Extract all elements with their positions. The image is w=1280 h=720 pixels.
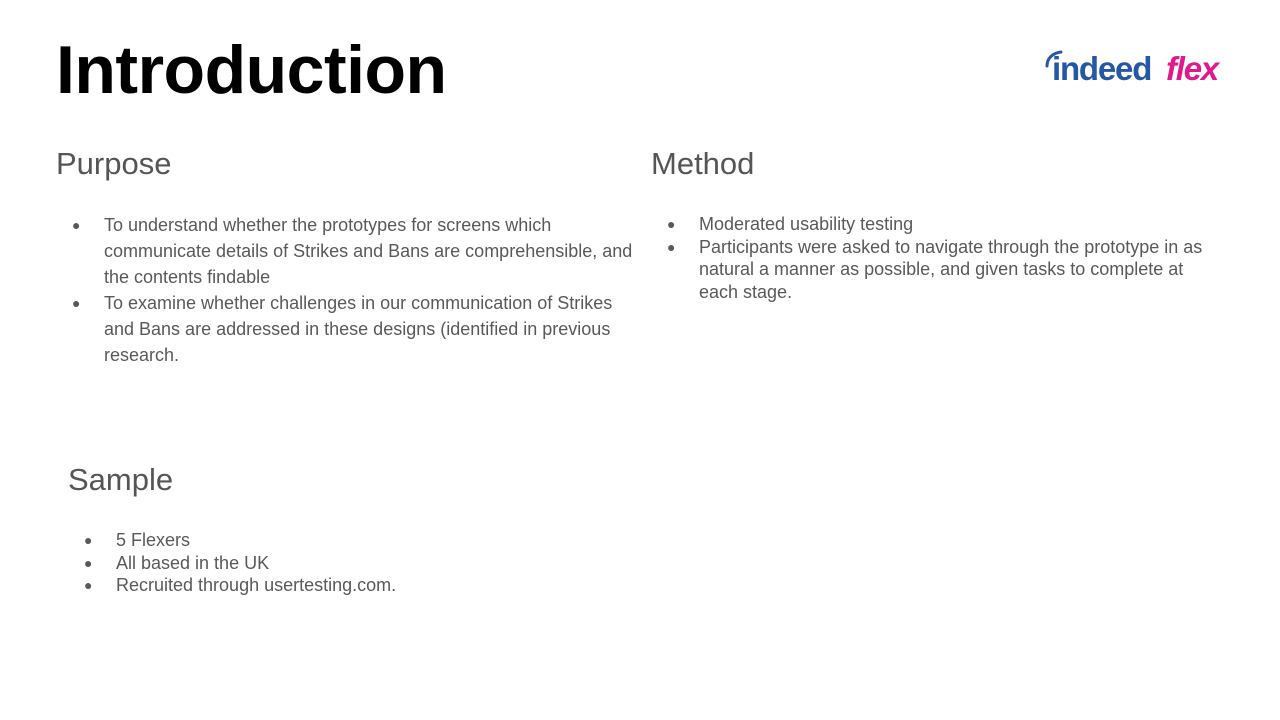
list-item bbox=[651, 236, 1221, 304]
sample-item-text: Recruited through usertesting.com. bbox=[116, 575, 397, 595]
bullet-dot-icon: ● bbox=[84, 532, 93, 548]
sample-item-text: All based in the UK bbox=[116, 552, 270, 573]
bullet-dot-icon: ● bbox=[667, 238, 676, 255]
logo-text-flex: flex bbox=[1166, 50, 1219, 87]
list-item bbox=[68, 574, 628, 597]
list-item bbox=[68, 552, 628, 575]
method-item-text: Moderated usability testing bbox=[699, 214, 914, 234]
method-heading: Method bbox=[651, 146, 755, 181]
purpose-item-text: To examine whether challenges in our communication of Strikes and Bans are addressed in these designs (identified in previous research. bbox=[104, 293, 613, 365]
method-list bbox=[651, 213, 1221, 303]
sample-list bbox=[68, 529, 628, 597]
bullet-dot-icon: ● bbox=[84, 577, 93, 593]
list-item bbox=[651, 213, 1221, 236]
bullet-dot-icon: ● bbox=[72, 217, 81, 233]
method-item-text: Participants were asked to navigate through the prototype in as natural a manner as possible, and given tasks to complete at each stage. bbox=[699, 236, 1203, 302]
sample-item-text: 5 Flexers bbox=[116, 530, 191, 550]
bullet-dot-icon: ● bbox=[667, 216, 676, 232]
list-item bbox=[68, 529, 628, 552]
logo-text-indeed: indeed bbox=[1052, 50, 1152, 87]
list-item bbox=[56, 212, 636, 290]
purpose-heading: Purpose bbox=[56, 146, 172, 181]
list-item bbox=[56, 290, 636, 368]
slide-title: Introduction bbox=[56, 32, 447, 108]
bullet-dot-icon: ● bbox=[72, 295, 81, 311]
indeed-flex-logo bbox=[1044, 46, 1234, 92]
sample-heading: Sample bbox=[68, 462, 174, 497]
bullet-dot-icon: ● bbox=[84, 554, 93, 571]
purpose-list bbox=[56, 212, 636, 368]
purpose-item-text: To understand whether the prototypes for screens which communicate details of Strikes and Bans are comprehensible, and the contents findable bbox=[104, 215, 633, 287]
